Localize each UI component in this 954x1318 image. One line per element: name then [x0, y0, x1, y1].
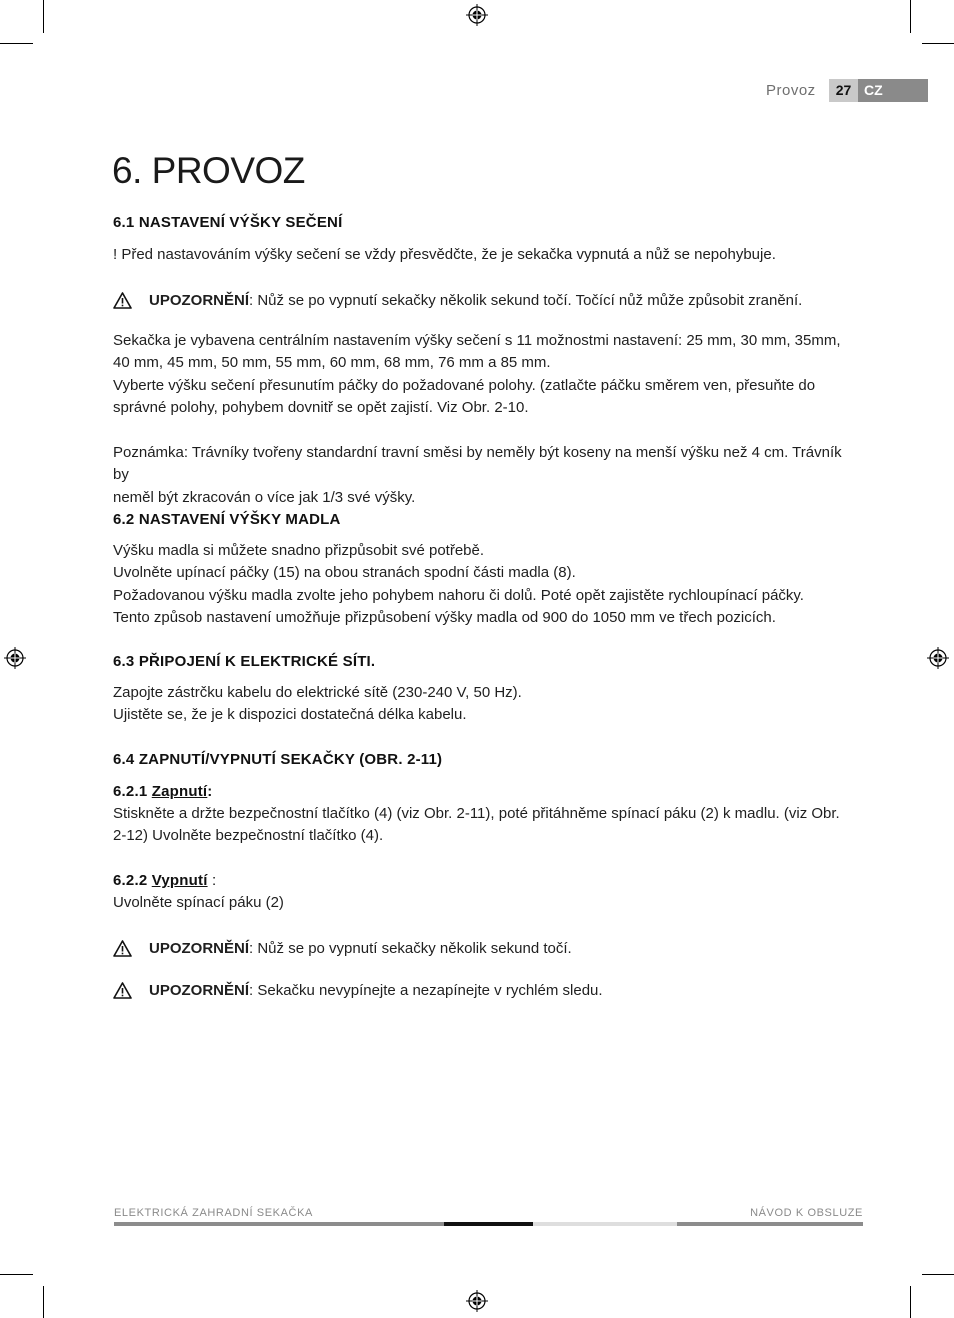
- text-line: Uvolněte upínací páčky (15) na obou stranách spodní části madla (8).: [113, 564, 576, 582]
- warning-note: [113, 292, 802, 309]
- text-line: neměl být zkracován o více jak 1/3 své výšky.: [113, 488, 416, 506]
- subsection-colon: :: [207, 872, 217, 889]
- text-line: 2-12) Uvolněte bezpečnostní tlačítko (4).: [113, 827, 384, 845]
- crop-mark: [0, 1274, 33, 1275]
- text-line: Zapojte zástrčku kabelu do elektrické sítě (230-240 V, 50 Hz).: [113, 684, 522, 701]
- section-heading-6-3: 6.3 PŘIPOJENÍ K ELEKTRICKÉ SÍTI.: [113, 653, 376, 670]
- warning-triangle-icon: [113, 940, 132, 957]
- footer-bar-segment: [114, 1222, 444, 1226]
- subsection-colon: :: [207, 783, 213, 800]
- subsection-heading-6-2-2: [113, 872, 216, 889]
- crop-mark: [922, 1274, 954, 1275]
- text-line: Ujistěte se, že je k dispozici dostatečná délka kabelu.: [113, 706, 467, 724]
- section-heading-6-1: 6.1 NASTAVENÍ VÝŠKY SEČENÍ: [113, 214, 343, 231]
- crop-mark: [0, 43, 33, 44]
- footer-bar-segment: [533, 1222, 677, 1226]
- registration-mark-icon: [927, 647, 949, 669]
- text-line: Požadovanou výšku madla zvolte jeho pohybem nahoru či dolů. Poté opět zajistěte rychloupínací páčky.: [113, 586, 804, 604]
- page-number: 27: [829, 79, 858, 102]
- warning-text: : Nůž se po vypnutí sekačky několik sekund točí. Točící nůž může způsobit zranění.: [249, 292, 803, 309]
- warning-triangle-icon: [113, 292, 132, 309]
- crop-mark: [910, 0, 911, 33]
- note-paragraph: [113, 442, 853, 509]
- paragraph: ! Před nastavováním výšky sečení se vždy přesvědčte, že je sekačka vypnutá a nůž se nepohybuje.: [113, 246, 776, 263]
- warning-note: [113, 982, 603, 999]
- paragraph: [113, 803, 853, 848]
- paragraph: [113, 540, 853, 630]
- header-section-name: Provoz: [766, 82, 816, 99]
- warning-label: UPOZORNĚNÍ: [149, 292, 250, 309]
- crop-mark: [43, 0, 44, 33]
- text-line: Sekačka je vybavena centrálním nastavením výšky sečení s 11 možnostmi nastavení: 25 mm, 30 mm, 35mm,: [113, 332, 841, 349]
- text-line: Výšku madla si můžete snadno přizpůsobit své potřebě.: [113, 542, 485, 559]
- paragraph: [113, 330, 853, 420]
- crop-mark: [922, 43, 954, 44]
- subsection-number: 6.2.2: [113, 872, 152, 889]
- text-line: Poznámka: Trávníky tvořeny standardní travní směsi by neměly být koseny na menší výšku než 4 cm. Trávník by: [113, 444, 842, 484]
- text-line: 40 mm, 45 mm, 50 mm, 55 mm, 60 mm, 68 mm, 76 mm a 85 mm.: [113, 354, 551, 372]
- warning-triangle-icon: [113, 982, 132, 999]
- footer-document-type: NÁVOD K OBSLUZE: [750, 1207, 863, 1219]
- subsection-heading-6-2-1: [113, 783, 213, 800]
- paragraph: [113, 682, 853, 727]
- text-line: Tento způsob nastavení umožňuje přizpůsobení výšky madla od 900 do 1050 mm ve třech pozicích.: [113, 609, 776, 627]
- paragraph: Uvolněte spínací páku (2): [113, 894, 284, 911]
- language-code: CZ: [864, 82, 883, 98]
- footer-bar-segment: [677, 1222, 863, 1226]
- page-title: 6. PROVOZ: [112, 150, 305, 191]
- warning-text: : Sekačku nevypínejte a nezapínejte v rychlém sledu.: [249, 982, 603, 999]
- text-line: správné polohy, pohybem dovnitř se opět zajistí. Viz Obr. 2-10.: [113, 399, 529, 417]
- registration-mark-icon: [4, 647, 26, 669]
- section-heading-6-4: 6.4 ZAPNUTÍ/VYPNUTÍ SEKAČKY (OBR. 2-11): [113, 751, 443, 768]
- crop-mark: [43, 1286, 44, 1318]
- warning-label: UPOZORNĚNÍ: [149, 940, 250, 957]
- footer-product-name: ELEKTRICKÁ ZAHRADNÍ SEKAČKA: [114, 1207, 313, 1219]
- warning-note: [113, 940, 572, 957]
- warning-text: : Nůž se po vypnutí sekačky několik sekund točí.: [249, 940, 572, 957]
- text-line: Vyberte výšku sečení přesunutím páčky do požadované polohy. (zatlačte páčku směrem ven, přesuňte do: [113, 376, 816, 394]
- text-line: Stiskněte a držte bezpečnostní tlačítko (4) (viz Obr. 2-11), poté přitáhněme spínací páku (2) k madlu. (viz Obr.: [113, 805, 840, 822]
- warning-label: UPOZORNĚNÍ: [149, 982, 250, 999]
- section-heading-6-2: 6.2 NASTAVENÍ VÝŠKY MADLA: [113, 511, 341, 528]
- registration-mark-icon: [466, 4, 488, 26]
- subsection-number: 6.2.1: [113, 783, 152, 800]
- registration-mark-icon: [466, 1290, 488, 1312]
- subsection-title: Vypnutí: [151, 872, 208, 889]
- subsection-title: Zapnutí: [151, 783, 208, 800]
- footer-bar-segment: [444, 1222, 533, 1226]
- crop-mark: [910, 1286, 911, 1318]
